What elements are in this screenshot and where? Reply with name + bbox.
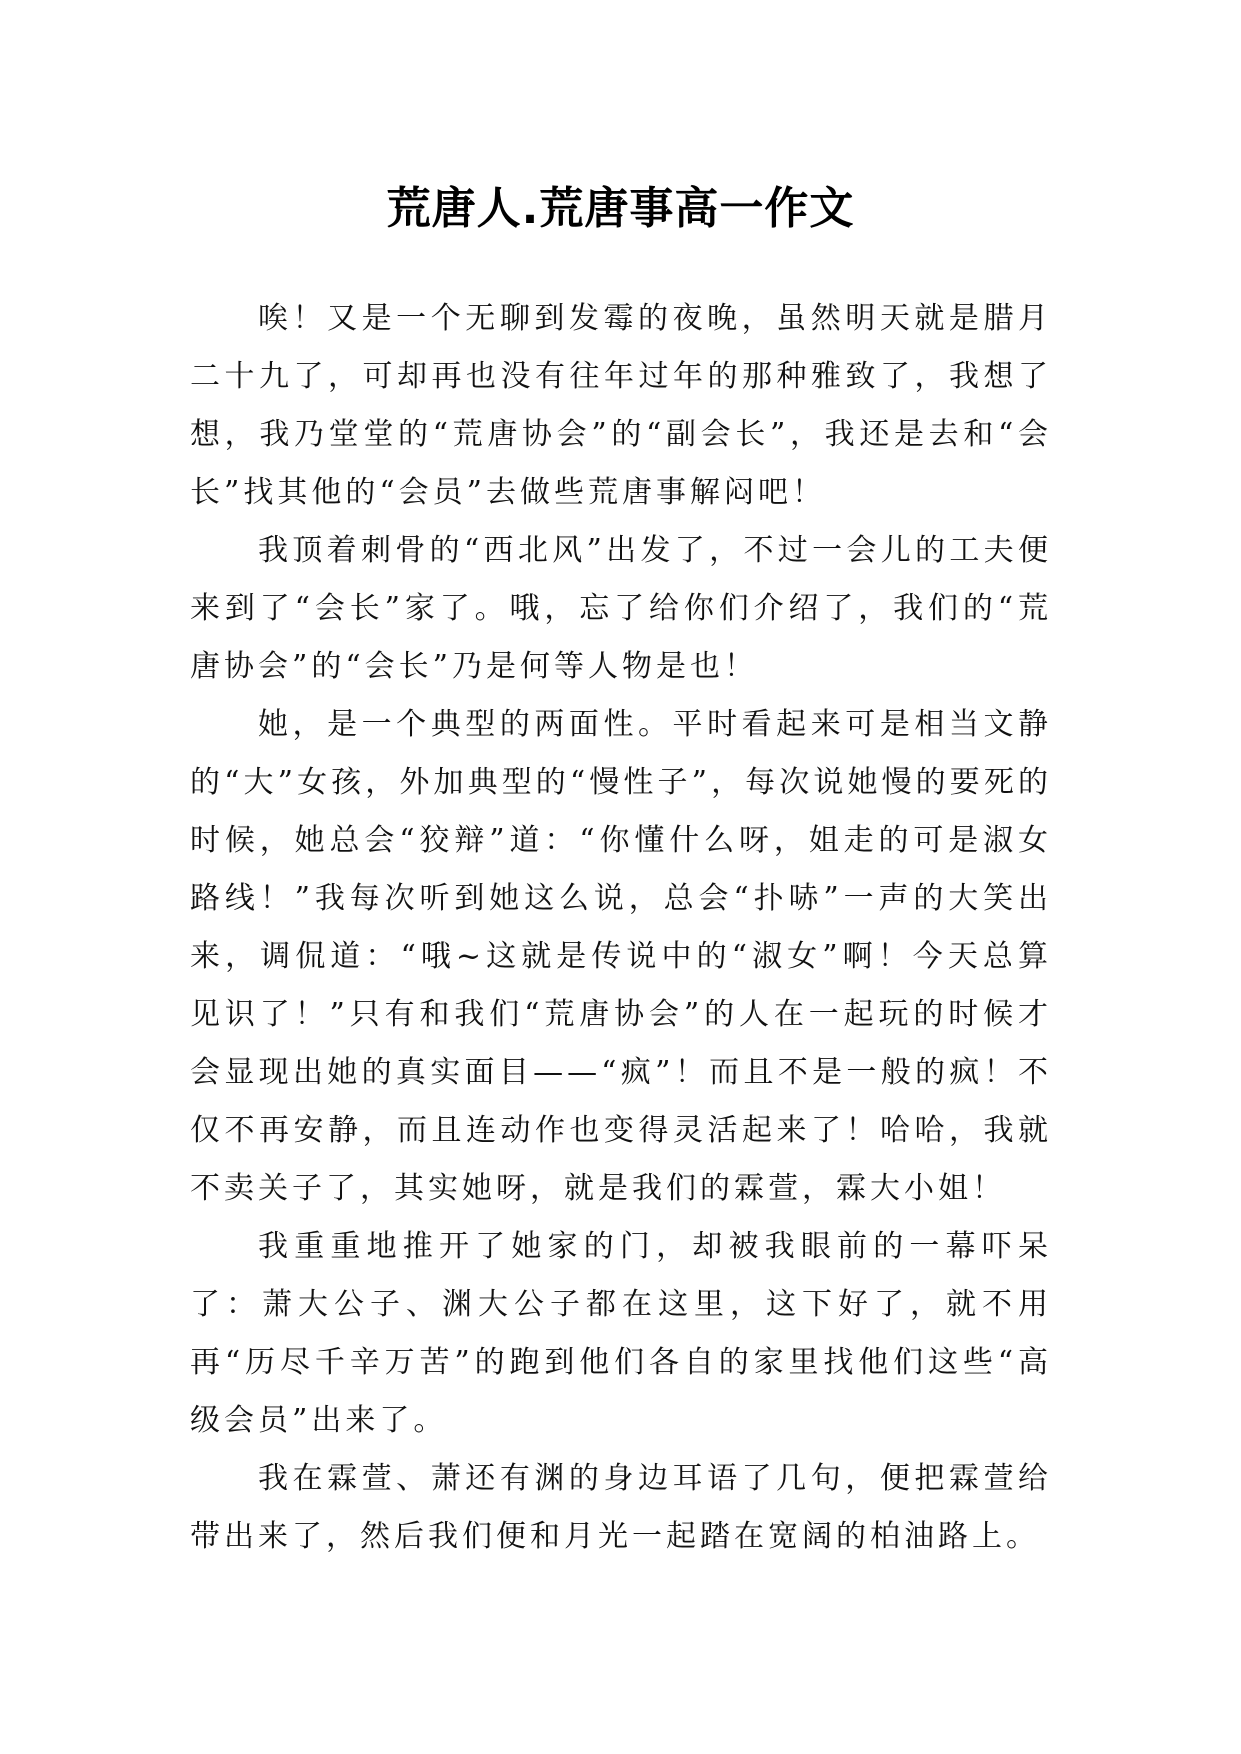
paragraph-1: 唉！又是一个无聊到发霉的夜晚，虽然明天就是腊月二十九了，可却再也没有往年过年的那种雅致了，我想了想，我乃堂堂的“荒唐协会”的“副会长”，我还是去和“会长”找其他的“会员”去做些荒唐事解闷吧！ xyxy=(190,301,1052,510)
paragraph-2: 我顶着刺骨的“西北风”出发了，不过一会儿的工夫便来到了“会长”家了。哦，忘了给你们介绍了，我们的“荒唐协会”的“会长”乃是何等人物是也！ xyxy=(190,533,1052,684)
paragraph-4: 我重重地推开了她家的门，却被我眼前的一幕吓呆了：萧大公子、渊大公子都在这里，这下好了，就不用再“历尽千辛万苦”的跑到他们各自的家里找他们这些“高级会员”出来了。 xyxy=(190,1229,1052,1438)
document-title: 荒唐人.荒唐事高一作文 xyxy=(386,183,855,235)
paragraph-3: 她，是一个典型的两面性。平时看起来可是相当文静的“大”女孩，外加典型的“慢性子”，每次说她慢的要死的时候，她总会“狡辩”道：“你懂什么呀，姐走的可是淑女路线！”我每次听到她这么说，总会“扑哧”一声的大笑出来，调侃道：“哦~这就是传说中的“淑女”啊！今天总算见识了！”只有和我们“荒唐协会”的人在一起玩的时候才会显现出她的真实面目——“疯”！而且不是一般的疯！不仅不再安静，而且连动作也变得灵活起来了！哈哈，我就不卖关子了，其实她呀，就是我们的霖萱，霖大小姐！ xyxy=(190,707,1052,1206)
paragraph-5: 我在霖萱、萧还有渊的身边耳语了几句，便把霖萱给带出来了，然后我们便和月光一起踏在宽阔的柏油路上。 xyxy=(190,1461,1052,1554)
document-body xyxy=(190,290,1052,1566)
